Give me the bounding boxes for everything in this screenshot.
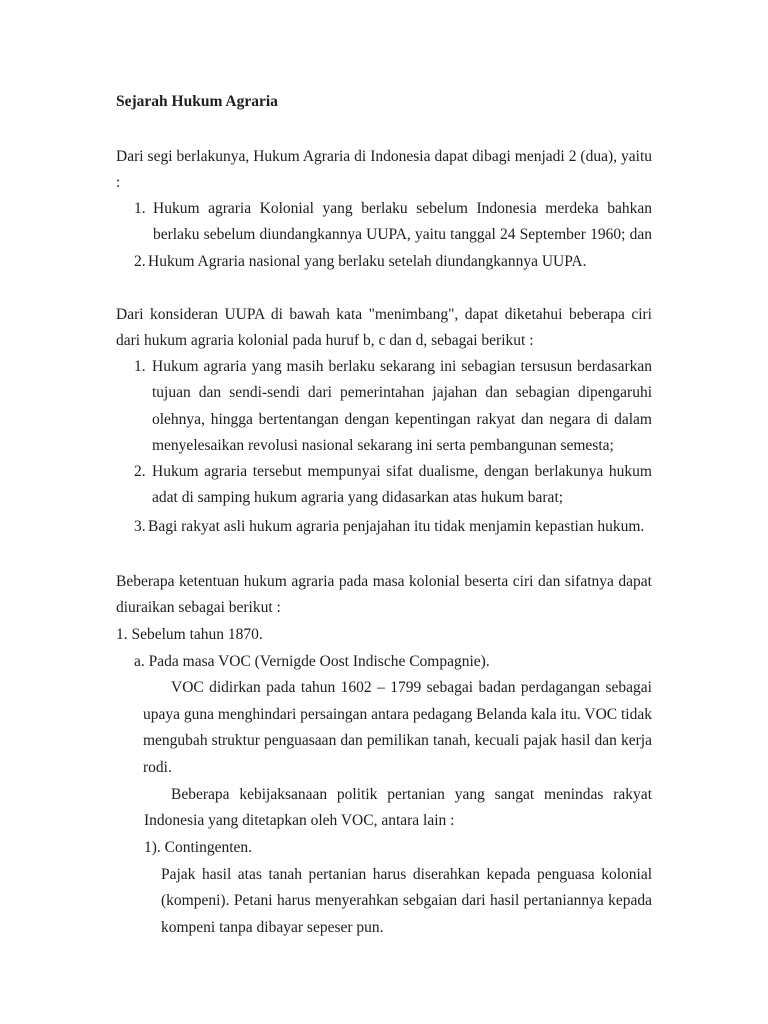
period-list-num-1: 1. [134,200,146,217]
ciri-item-3-line-1: Bagi rakyat asli hukum agraria penjajahan itu tidak menjamin kepastian hukum. [148,518,645,535]
ciri-item-2-line-2: adat di samping hukum agraria yang didasarkan atas hukum barat; [152,489,564,506]
period-list-item-2-line-1: Hukum Agraria nasional yang berlaku setelah diundangkannya UUPA. [148,253,587,270]
ciri-item-2-line-1: Hukum agraria tersebut mempunyai sifat dualisme, dengan berlakunya hukum [152,463,652,480]
period-list-num-2: 2. [134,253,146,270]
ciri-item-1-line-2: tujuan dan sendi-sendi dari pemerintahan jajahan dan sebagian dipengaruhi [152,384,652,401]
voc-para-line-3: mengubah struktur penguasaan dan pemilikan tanah, kecuali pajak hasil dan kerja [143,732,652,749]
section-1-heading: 1. Sebelum tahun 1870. [116,626,263,643]
contingenten-line-1: Pajak hasil atas tanah pertanian harus diserahkan kepada penguasa kolonial [161,866,652,883]
ciri-list-num-2: 2. [134,463,146,480]
konsideran-line-1: Dari konsideran UUPA di bawah kata "menimbang", dapat diketahui beberapa ciri [116,306,652,323]
sub-a-heading: a. Pada masa VOC (Vernigde Oost Indische Compagnie). [134,653,490,670]
ketentuan-line-1: Beberapa ketentuan hukum agraria pada masa kolonial beserta ciri dan sifatnya dapat [116,573,652,590]
contingenten-line-3: kompeni tanpa dibayar sepeser pun. [161,919,384,936]
contingenten-line-2: (kompeni). Petani harus menyerahkan sebgaian dari hasil pertaniannya kepada [161,892,652,909]
ciri-item-1-line-4: menyelesaikan revolusi nasional sekarang ini serta pembangunan semesta; [152,437,614,454]
document-title: Sejarah Hukum Agraria [116,93,278,110]
ciri-list-num-3: 3. [134,518,146,535]
ketentuan-line-2: diuraikan sebagai berikut : [116,599,281,616]
ciri-item-1-line-3: olehnya, hingga bertentangan dengan kepentingan rakyat dan negara di dalam [152,411,652,428]
konsideran-line-2: dari hukum agraria kolonial pada huruf b, c dan d, sebagai berikut : [116,332,534,349]
ciri-list-num-1: 1. [134,358,146,375]
kebijakan-para-line-2: Indonesia yang ditetapkan oleh VOC, antara lain : [144,812,455,829]
intro-line-1: Dari segi berlakunya, Hukum Agraria di Indonesia dapat dibagi menjadi 2 (dua), yaitu [116,148,652,165]
intro-line-2: : [116,174,121,191]
voc-para-line-4: rodi. [143,759,172,776]
period-list-item-1-line-2: berlaku sebelum diundangkannya UUPA, yaitu tanggal 24 September 1960; dan [153,226,652,243]
voc-para-line-1: VOC didirkan pada tahun 1602 – 1799 sebagai badan perdagangan sebagai [171,679,652,696]
kebijakan-para-line-1: Beberapa kebijaksanaan politik pertanian yang sangat menindas rakyat [171,786,652,803]
contingenten-heading: 1). Contingenten. [144,839,253,856]
ciri-item-1-line-1: Hukum agraria yang masih berlaku sekarang ini sebagian tersusun berdasarkan [152,358,652,375]
period-list-item-1-line-1: Hukum agraria Kolonial yang berlaku sebelum Indonesia merdeka bahkan [153,200,652,217]
voc-para-line-2: upaya guna menghindari persaingan antara pedagang Belanda kala itu. VOC tidak [143,706,652,723]
